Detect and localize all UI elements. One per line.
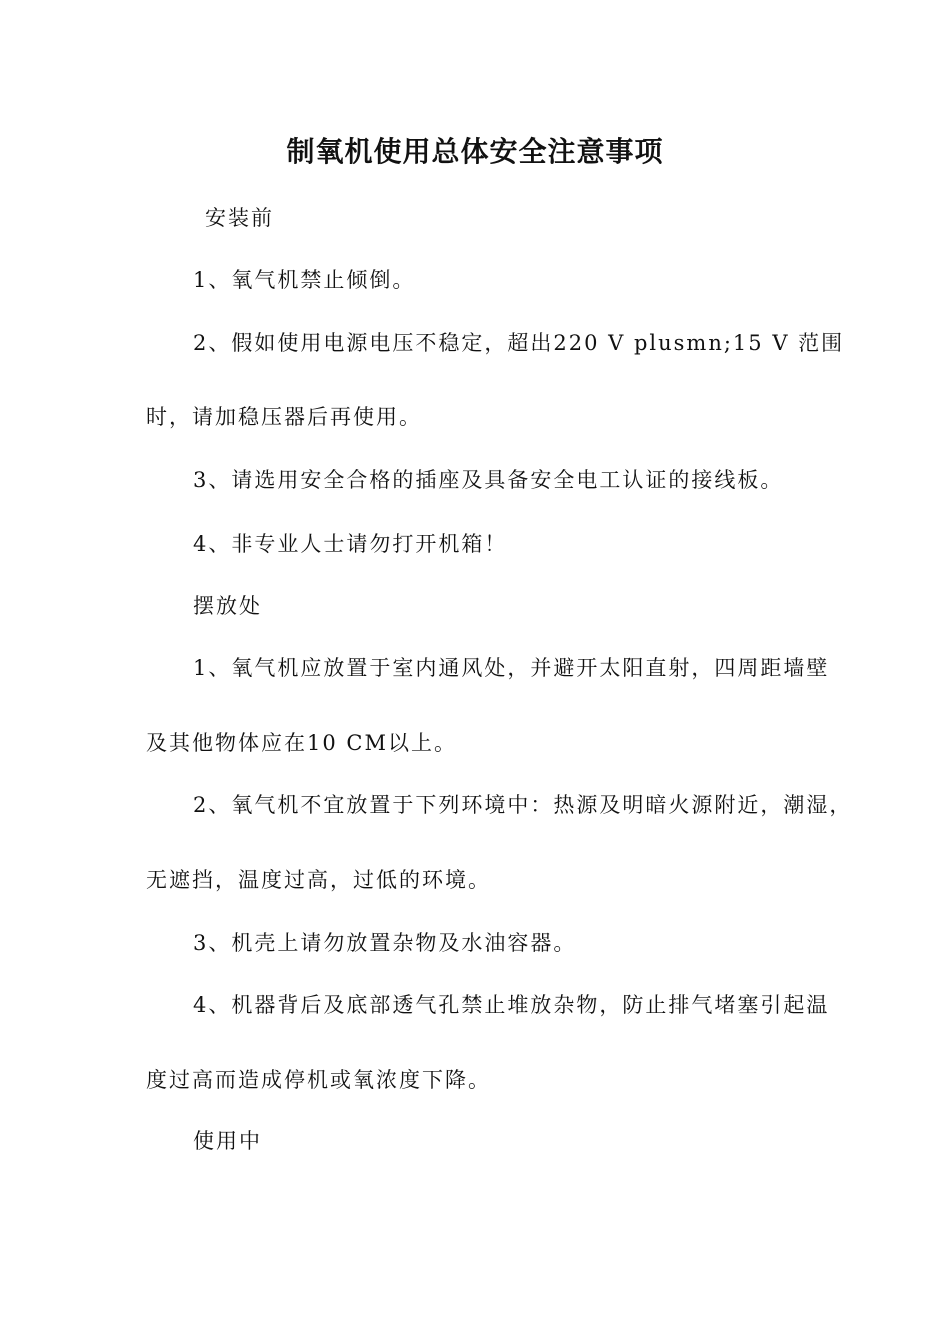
section-heading-in-use: 使用中 bbox=[193, 1129, 262, 1153]
paragraph-line: 3、机壳上请勿放置杂物及水油容器。 bbox=[193, 931, 577, 955]
paragraph-line: 2、氧气机不宜放置于下列环境中：热源及明暗火源附近，潮湿， bbox=[193, 793, 853, 817]
paragraph-line: 及其他物体应在10 CM以上。 bbox=[146, 731, 457, 755]
paragraph-line: 4、机器背后及底部透气孔禁止堆放杂物，防止排气堵塞引起温 bbox=[193, 993, 830, 1017]
paragraph-line: 4、非专业人士请勿打开机箱！ bbox=[193, 532, 508, 556]
section-heading-placement: 摆放处 bbox=[193, 594, 262, 618]
document-title: 制氧机使用总体安全注意事项 bbox=[286, 135, 664, 168]
paragraph-line: 度过高而造成停机或氧浓度下降。 bbox=[146, 1068, 491, 1092]
paragraph-line: 时，请加稳压器后再使用。 bbox=[146, 405, 422, 429]
paragraph-line: 1、氧气机应放置于室内通风处，并避开太阳直射，四周距墙壁 bbox=[193, 656, 830, 680]
paragraph-line: 1、氧气机禁止倾倒。 bbox=[193, 268, 416, 292]
section-heading-before-installation: 安装前 bbox=[205, 206, 274, 230]
paragraph-line: 无遮挡，温度过高，过低的环境。 bbox=[146, 868, 491, 892]
paragraph-line: 3、请选用安全合格的插座及具备安全电工认证的接线板。 bbox=[193, 468, 784, 492]
paragraph-line: 2、假如使用电源电压不稳定，超出220 V plusmn;15 V 范围 bbox=[193, 331, 845, 355]
